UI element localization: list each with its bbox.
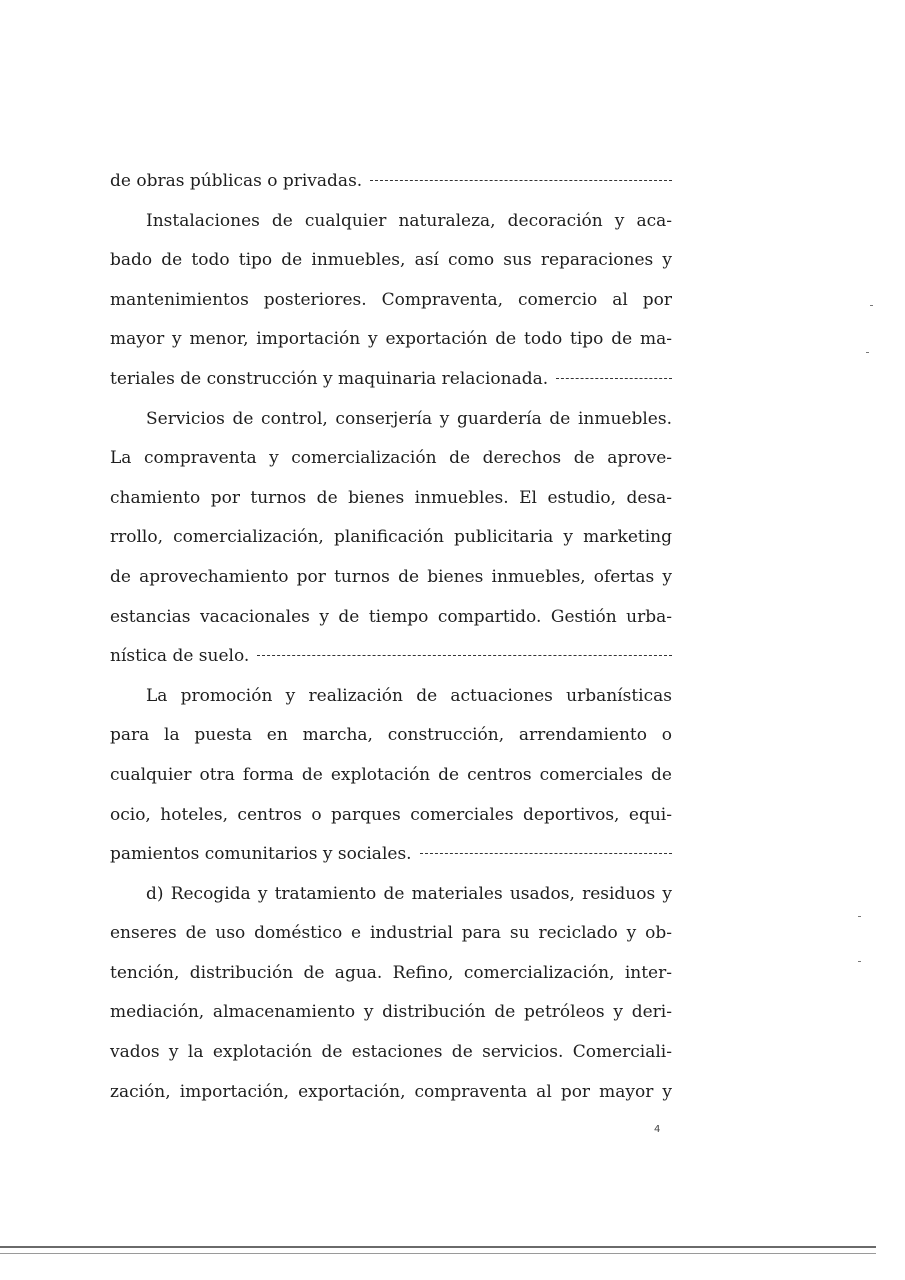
text-line: de aprovechamiento por turnos de bienes inmuebles, ofertas y xyxy=(110,566,672,587)
body-text xyxy=(110,162,672,1112)
text-line xyxy=(110,162,672,202)
scan-speck xyxy=(858,961,861,962)
text-line-content: de obras públicas o privadas. xyxy=(110,171,363,191)
text-line: d) Recogida y tratamiento de materiales usados, residuos y xyxy=(146,883,672,904)
scan-speck xyxy=(870,305,873,306)
text-line-content: teriales de construcción y maquinaria relacionada. xyxy=(110,368,549,389)
text-line: mayor y menor, importación y exportación de todo tipo de ma- xyxy=(110,329,672,350)
text-line: zación, importación, exportación, compraventa al por mayor y xyxy=(110,1081,672,1102)
text-line: ocio, hoteles, centros o parques comerciales deportivos, equi- xyxy=(110,804,672,825)
text-line: mantenimientos posteriores. Compraventa, comercio al por xyxy=(110,289,672,310)
page-number: 4 xyxy=(654,1124,661,1135)
dash-filler xyxy=(370,180,672,181)
text-line xyxy=(110,360,672,400)
dash-filler xyxy=(257,655,672,656)
text-line: tención, distribución de agua. Refino, comercialización, inter- xyxy=(110,962,672,983)
text-line: mediación, almacenamiento y distribución de petróleos y deri- xyxy=(110,1002,672,1023)
text-line: vados y la explotación de estaciones de servicios. Comerciali- xyxy=(110,1042,672,1063)
scan-edge-rule xyxy=(0,1246,876,1254)
text-line: chamiento por turnos de bienes inmuebles. El estudio, desa- xyxy=(110,487,672,508)
dash-filler xyxy=(556,378,672,379)
text-line: La promoción y realización de actuaciones urbanísticas xyxy=(146,685,672,706)
scan-speck xyxy=(866,352,869,353)
text-line: para la puesta en marcha, construcción, arrendamiento o xyxy=(110,725,672,746)
text-line xyxy=(110,637,672,677)
text-line: estancias vacacionales y de tiempo compartido. Gestión urba- xyxy=(110,606,672,627)
scan-speck xyxy=(858,916,861,917)
dash-filler xyxy=(420,853,672,854)
text-line-content: nística de suelo. xyxy=(110,646,250,667)
text-line: cualquier otra forma de explotación de centros comerciales de xyxy=(110,764,672,785)
text-line: Servicios de control, conserjería y guardería de inmuebles. xyxy=(146,408,672,429)
text-line-content: pamientos comunitarios y sociales. xyxy=(110,844,412,865)
text-line xyxy=(110,835,672,875)
text-line: bado de todo tipo de inmuebles, así como sus reparaciones y xyxy=(110,250,672,271)
text-line: La compraventa y comercialización de derechos de aprove- xyxy=(110,448,672,469)
text-line: rrollo, comercialización, planificación publicitaria y marketing xyxy=(110,527,672,548)
text-line: Instalaciones de cualquier naturaleza, decoración y aca- xyxy=(146,210,672,231)
text-line: enseres de uso doméstico e industrial para su reciclado y ob- xyxy=(110,923,672,944)
